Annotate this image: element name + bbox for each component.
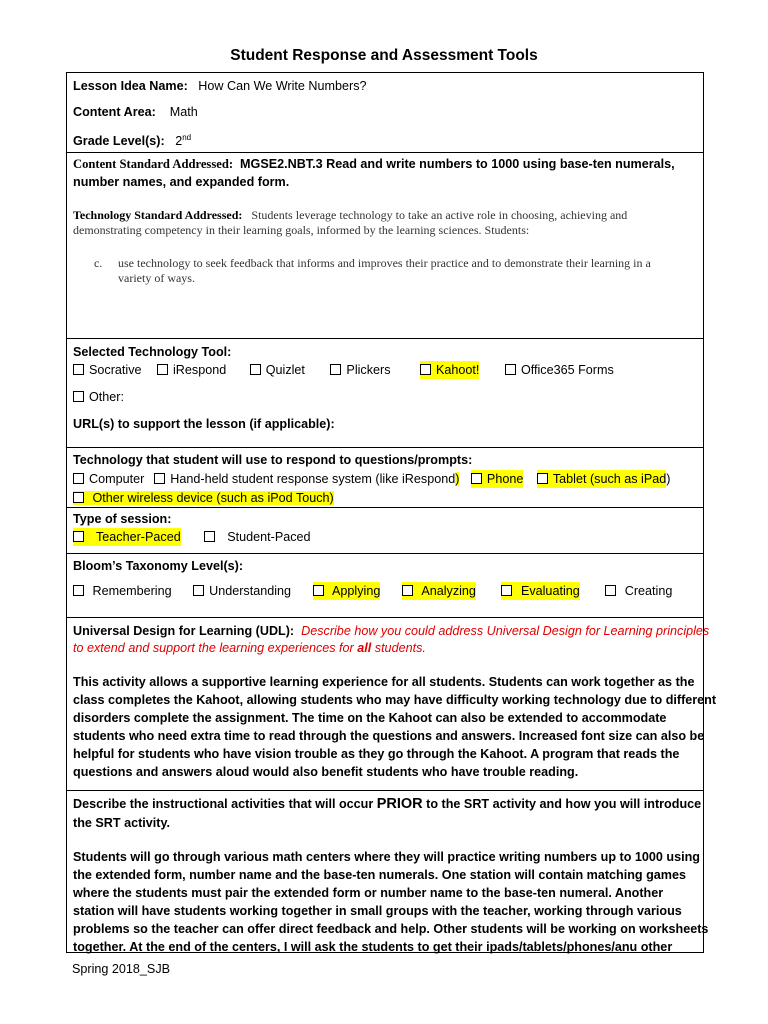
tool-option-socrative[interactable]: Socrative [73, 361, 142, 379]
prior-body-line: station will have students working together in small groups with the teacher, working through various [73, 904, 682, 918]
bloom-option-analyzing[interactable]: Analyzing [402, 582, 476, 600]
checkbox-icon[interactable] [505, 364, 516, 375]
session-option-student-paced[interactable]: Student-Paced [204, 528, 310, 546]
content-standard-text-2: number names, and expanded form. [73, 175, 290, 189]
checkbox-icon[interactable] [157, 364, 168, 375]
lesson-name-label: Lesson Idea Name: [73, 79, 188, 93]
tablet-paren: ) [666, 472, 671, 486]
tool-option-office365-forms[interactable]: Office365 Forms [505, 361, 614, 379]
device-option-computer[interactable]: Computer [73, 470, 144, 488]
prior-body-line: the extended form, number name and the base-ten numerals. One station will contain matching games [73, 868, 687, 882]
content-standard-label: Content Standard Addressed: [73, 157, 234, 171]
checkbox-icon[interactable] [605, 585, 616, 596]
tech-standard-item-text-2: variety of ways. [118, 271, 195, 285]
udl-body-line: helpful for students who have vision trouble as they go through the Kahoot. A program that reads the [73, 747, 680, 761]
bloom-option-creating[interactable]: Creating [605, 582, 672, 600]
udl-body-line: disorders complete the assignment. The time on the Kahoot can also be extended to accommodate [73, 711, 667, 725]
checkbox-icon[interactable] [471, 473, 482, 484]
bloom-option-evaluating[interactable]: Evaluating [501, 582, 579, 600]
tech-standard-item-letter: c. [94, 256, 103, 270]
checkbox-icon[interactable] [73, 585, 84, 596]
prior-body-line: where the students must pair the extended form or number name to the base-ten numeral. Another [73, 886, 664, 900]
checkbox-icon[interactable] [250, 364, 261, 375]
prior-question-b: PRIOR [376, 796, 423, 812]
bloom-option-remembering[interactable]: Remembering [73, 582, 172, 600]
technology-tool-label: Selected Technology Tool: [73, 345, 232, 359]
session-option-teacher-paced[interactable]: Teacher-Paced [73, 528, 181, 546]
checkbox-icon[interactable] [73, 531, 84, 542]
tech-standard-text-2: demonstrating competency in their learning goals, informed by the learning sciences. Students: [73, 223, 530, 237]
udl-prompt-2b: all [357, 641, 372, 655]
prior-body-line: together. At the end of the centers, I will ask the students to get their ipads/tablets/phones/anu other [73, 940, 673, 954]
session-type-label: Type of session: [73, 512, 172, 526]
page-title: Student Response and Assessment Tools [230, 47, 538, 64]
udl-body [73, 673, 716, 781]
prior-question-a: Describe the instructional activities that will occur [73, 797, 374, 811]
checkbox-icon[interactable] [154, 473, 165, 484]
grade-level-value: 2 [175, 134, 183, 149]
response-device-options [73, 470, 670, 488]
checkbox-icon[interactable] [330, 364, 341, 375]
blooms-taxonomy-options [73, 582, 686, 600]
tech-standard-label: Technology Standard Addressed: [73, 208, 243, 222]
checkbox-icon[interactable] [193, 585, 204, 596]
page-footer: Spring 2018_SJB [72, 962, 171, 976]
checkbox-icon[interactable] [313, 585, 324, 596]
checkbox-icon[interactable] [204, 531, 215, 542]
checkbox-icon[interactable] [73, 473, 84, 484]
checkbox-icon[interactable] [73, 492, 84, 503]
device-option-phone[interactable]: Phone [471, 470, 523, 488]
blooms-taxonomy-section [67, 554, 703, 618]
udl-section [67, 618, 717, 791]
checkbox-icon[interactable] [402, 585, 413, 596]
handheld-paren: ) [455, 472, 460, 486]
udl-body-line: class completes the Kahoot, allowing students who may have difficulty working technology due to different [73, 693, 717, 707]
device-option-tablet[interactable]: Tablet (such as iPad [537, 470, 666, 488]
tool-option-kahoot[interactable]: Kahoot! [420, 361, 479, 379]
bloom-option-understanding[interactable]: Understanding [193, 582, 291, 600]
checkbox-icon[interactable] [73, 364, 84, 375]
checkbox-icon[interactable] [73, 391, 84, 402]
prior-body-line: problems so the teacher can offer direct feedback and help. Other students will be working on worksheets [73, 922, 709, 936]
checkbox-icon[interactable] [537, 473, 548, 484]
content-area-label: Content Area: [73, 105, 156, 119]
tool-option-quizlet[interactable]: Quizlet [250, 361, 305, 379]
prior-body-line: Students will go through various math centers where they will practice writing numbers up to 1000 using [73, 850, 701, 864]
udl-prompt-2c: students. [374, 641, 426, 655]
lesson-info-section [67, 73, 703, 153]
standards-section [67, 153, 703, 339]
session-type-section [67, 508, 703, 554]
response-device-label: Technology that student will use to respond to questions/prompts: [73, 453, 473, 467]
tech-standard-item-text-1: use technology to seek feedback that informs and improves their practice and to demonstrate their learning in a [118, 256, 651, 270]
device-option-other-wireless[interactable]: Other wireless device (such as iPod Touch) [73, 489, 334, 507]
tool-option-plickers[interactable]: Plickers [330, 361, 390, 379]
prior-question-d: the SRT activity. [73, 816, 171, 830]
blooms-taxonomy-label: Bloom’s Taxonomy Level(s): [73, 559, 244, 573]
content-standard-text-1: MGSE2.NBT.3 Read and write numbers to 1000 using base-ten numerals, [240, 157, 675, 171]
device-option-handheld[interactable]: Hand-held student response system (like iRespond [154, 470, 455, 488]
udl-prompt-1: Describe how you could address Universal Design for Learning principles [301, 624, 710, 638]
url-label: URL(s) to support the lesson (if applicable): [73, 417, 335, 431]
checkbox-icon[interactable] [420, 364, 431, 375]
session-type-options [73, 528, 325, 546]
grade-level-suffix: nd [182, 133, 192, 142]
technology-tool-section [67, 339, 703, 448]
checkbox-icon[interactable] [501, 585, 512, 596]
prior-question-c: to the SRT activity and how you will introduce [426, 797, 702, 811]
udl-body-line: This activity allows a supportive learning experience for all students. Students can work together as the [73, 675, 695, 689]
prior-activities-section [67, 791, 709, 954]
lesson-name-value: How Can We Write Numbers? [198, 79, 367, 93]
bloom-option-applying[interactable]: Applying [313, 582, 381, 600]
technology-tool-options [73, 361, 628, 379]
assessment-table [66, 72, 717, 954]
udl-prompt-2a: to extend and support the learning experiences for [73, 641, 354, 655]
tool-option-other[interactable]: Other: [73, 388, 124, 406]
tool-option-irespond[interactable]: iRespond [157, 361, 226, 379]
grade-level-label: Grade Level(s): [73, 134, 165, 149]
prior-body [73, 848, 708, 956]
udl-body-line: questions and answers aloud would also benefit students who have trouble reading. [73, 765, 579, 779]
udl-label: Universal Design for Learning (UDL): [73, 624, 295, 638]
tech-standard-text-1: Students leverage technology to take an active role in choosing, achieving and [251, 208, 628, 222]
content-area-value: Math [169, 105, 198, 119]
udl-body-line: students who need extra time to read through the questions and answers. Increased font size can also be [73, 729, 705, 743]
response-device-section [67, 448, 703, 508]
